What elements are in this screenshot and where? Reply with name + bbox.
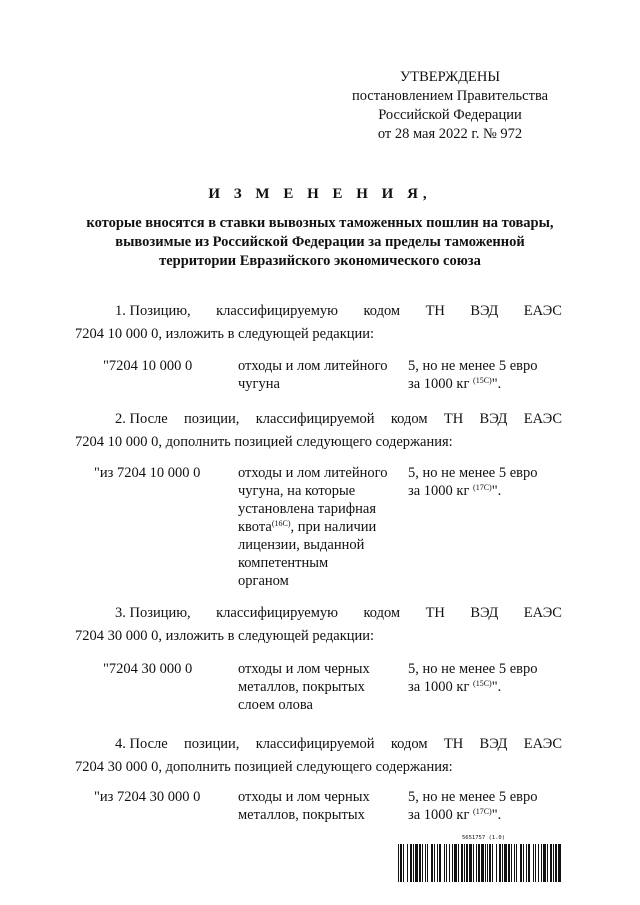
word: ЕАЭС <box>523 411 562 427</box>
footnote-ref: (15С) <box>473 376 492 385</box>
description-text: при наличии <box>297 519 377 535</box>
rate-unit: за 1000 кг <box>408 376 470 392</box>
rate-line: 5, но не менее 5 евро <box>408 789 538 805</box>
approval-date-number: от 28 мая 2022 г. № 972 <box>377 126 523 142</box>
rate-line <box>408 806 537 824</box>
entry-description <box>238 660 370 714</box>
footnote-ref: (17С) <box>473 483 492 492</box>
paragraph-first-line <box>75 602 562 625</box>
closing-quote: ". <box>491 376 502 392</box>
tariff-entry-4 <box>0 788 640 828</box>
paragraph-first-line <box>75 733 562 756</box>
description-line: чугуна <box>238 376 280 392</box>
entry-code: "7204 10 000 0 <box>103 358 193 374</box>
paragraph-second-line: 7204 30 000 0, дополнить позицией следующего содержания: <box>75 759 453 775</box>
rate-unit: за 1000 кг <box>408 807 470 823</box>
description-line: отходы и лом черных <box>238 789 370 805</box>
paragraph-4 <box>75 733 562 779</box>
paragraph-first-line <box>75 300 562 323</box>
entry-description <box>238 357 387 393</box>
document-subtitle <box>70 214 570 271</box>
paragraph-1 <box>75 300 562 346</box>
paragraph-first-line <box>75 408 562 431</box>
description-line: металлов, покрытых <box>238 679 365 695</box>
word: кодом <box>390 736 428 752</box>
word: ТН <box>425 303 445 319</box>
word: ЕАЭС <box>523 605 562 621</box>
tariff-entry-1 <box>0 357 640 397</box>
subtitle-line: территории Евразийского экономического союза <box>159 253 481 269</box>
rate-line <box>408 375 537 393</box>
word: классифицируемую <box>216 303 338 319</box>
entry-code: "из 7204 30 000 0 <box>94 789 201 805</box>
approval-block <box>330 68 570 144</box>
footnote-ref: (15С) <box>473 679 492 688</box>
rate-unit: за 1000 кг <box>408 679 470 695</box>
tariff-entry-2 <box>0 464 640 590</box>
rate-line: 5, но не менее 5 евро <box>408 465 538 481</box>
word: классифицируемой <box>255 411 375 427</box>
entry-rate <box>408 788 537 824</box>
barcode-block <box>398 835 562 885</box>
word: 2. После <box>115 411 168 427</box>
approval-line: постановлением Правительства <box>351 88 549 104</box>
description-line: слоем олова <box>238 697 313 713</box>
description-line: органом <box>238 573 289 589</box>
word: кодом <box>390 411 428 427</box>
paragraph-second-line: 7204 30 000 0, изложить в следующей редакции: <box>75 628 375 644</box>
closing-quote: ". <box>491 807 502 823</box>
word: ТН <box>443 736 464 752</box>
paragraph-second-line: 7204 10 000 0, дополнить позицией следующего содержания: <box>75 434 453 450</box>
rate-line <box>408 482 537 500</box>
approval-line: Российской Федерации <box>378 107 522 123</box>
word: классифицируемую <box>216 605 338 621</box>
word: ВЭД <box>479 736 508 752</box>
word: ВЭД <box>470 303 499 319</box>
description-line: компетентным <box>238 555 329 571</box>
footnote-ref: (17С) <box>473 807 492 816</box>
word: позиции, <box>184 736 240 752</box>
description-line: отходы и лом литейного <box>238 358 388 374</box>
subtitle-line: вывозимые из Российской Федерации за пределы таможенной <box>115 234 525 250</box>
entry-description <box>238 464 387 590</box>
approval-heading: УТВЕРЖДЕНЫ <box>399 69 501 85</box>
word: классифицируемой <box>255 736 375 752</box>
word: ВЭД <box>479 411 508 427</box>
entry-rate <box>408 357 537 393</box>
word: 3. Позицию, <box>115 605 191 621</box>
barcode-number: 5651757 (1.0) <box>462 835 506 841</box>
paragraph-3 <box>75 602 562 648</box>
closing-quote: ". <box>491 483 502 499</box>
barcode-bar <box>561 844 562 882</box>
tariff-entry-3 <box>0 660 640 718</box>
rate-line: 5, но не менее 5 евро <box>408 358 538 374</box>
rate-line <box>408 678 537 696</box>
document-title: И З М Е Н Е Н И Я, <box>208 186 432 202</box>
entry-description <box>238 788 370 824</box>
word: 4. После <box>115 736 168 752</box>
description-line: установлена тарифная <box>238 501 377 517</box>
paragraph-2 <box>75 408 562 454</box>
entry-rate <box>408 464 537 500</box>
closing-quote: ". <box>491 679 502 695</box>
word: кодом <box>363 303 401 319</box>
footnote-ref: (16С) <box>271 519 291 528</box>
word: кодом <box>363 605 401 621</box>
word: позиции, <box>184 411 240 427</box>
entry-code: "7204 30 000 0 <box>103 661 193 677</box>
word: ЕАЭС <box>523 303 562 319</box>
entry-code: "из 7204 10 000 0 <box>94 465 201 481</box>
entry-rate <box>408 660 537 696</box>
description-line: чугуна, на которые <box>238 483 356 499</box>
paragraph-second-line: 7204 10 000 0, изложить в следующей редакции: <box>75 326 375 342</box>
description-line: отходы и лом литейного <box>238 465 388 481</box>
quota-word: квота <box>238 519 272 535</box>
description-line: отходы и лом черных <box>238 661 370 677</box>
description-line: квота$^{(16С)}$, при наличии <box>238 519 377 535</box>
word: ТН <box>425 605 445 621</box>
word: 1. Позицию, <box>115 303 191 319</box>
word: ТН <box>443 411 464 427</box>
word: ЕАЭС <box>523 736 562 752</box>
rate-unit: за 1000 кг <box>408 483 470 499</box>
barcode-image <box>398 844 562 882</box>
word: ВЭД <box>470 605 499 621</box>
subtitle-line: которые вносятся в ставки вывозных таможенных пошлин на товары, <box>86 215 554 231</box>
description-line: лицензии, выданной <box>238 537 365 553</box>
rate-line: 5, но не менее 5 евро <box>408 661 538 677</box>
description-line: металлов, покрытых <box>238 807 365 823</box>
